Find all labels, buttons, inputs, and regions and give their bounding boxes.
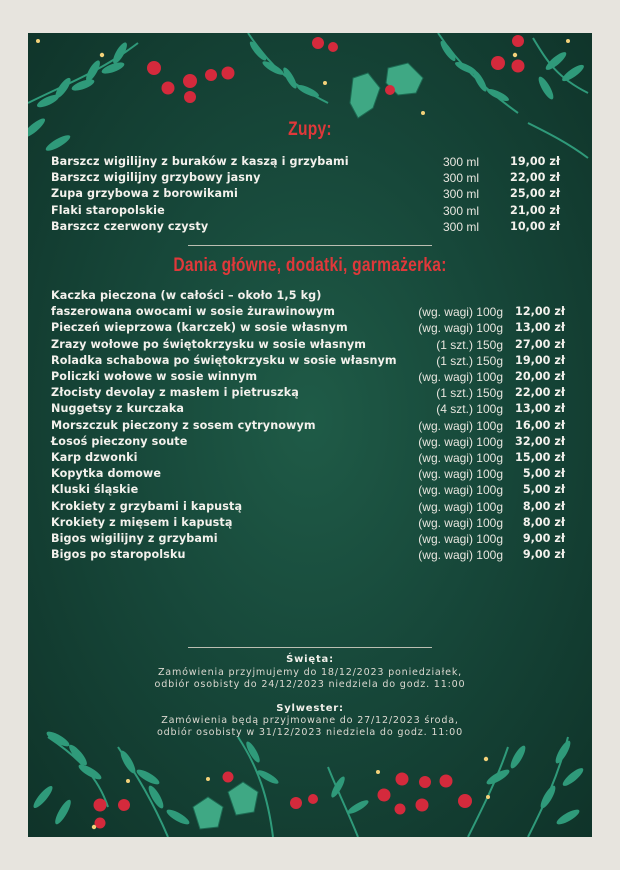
menu-item-price: 12,00 zł [515, 305, 565, 319]
menu-item-quantity: (4 szt.) 100g [436, 402, 503, 417]
menu-item-price: 15,00 zł [515, 451, 565, 464]
menu-row [28, 435, 592, 451]
menu-item-name: faszerowana owocami w sosie żurawinowym [51, 305, 336, 319]
menu-item-name: Nuggetsy z kurczaka [51, 402, 185, 416]
new-year-pickup-line: odbiór osobisty w 31/12/2023 niedziela do godz. 11:00 [157, 727, 463, 738]
menu-row [28, 220, 592, 236]
menu-item-price: 22,00 zł [515, 386, 565, 400]
menu-item-name: Bigos po staropolsku [51, 548, 186, 562]
bottom-holly-decoration-icon [28, 697, 592, 837]
menu-item-quantity: (wg. wagi) 100g [418, 515, 503, 530]
menu-item-name: Zrazy wołowe po świętokrzysku w sosie własnym [51, 337, 366, 351]
new-year-heading: Sylwester: [276, 703, 344, 714]
menu-item-quantity: 300 ml [442, 219, 479, 234]
section-divider [188, 245, 432, 246]
holidays-order-line: Zamówienia przyjmujemy do 18/12/2023 poniedziałek, [157, 667, 463, 678]
menu-item-price: 5,00 zł [522, 467, 565, 481]
menu-row [28, 467, 592, 483]
menu-item-quantity: (wg. wagi) 100g [418, 499, 503, 514]
menu-row [28, 419, 592, 435]
menu-row [28, 354, 592, 370]
menu-item-quantity: 300 ml [442, 155, 479, 169]
menu-item-quantity: (wg. wagi) 100g [418, 467, 503, 482]
menu-row [28, 516, 592, 532]
menu-item-quantity: (wg. wagi) 100g [418, 548, 503, 563]
menu-item-name: Pieczeń wieprzowa (karczek) w sosie własnym [51, 321, 348, 335]
menu-item-quantity: (wg. wagi) 100g [418, 305, 503, 320]
menu-item-price: 16,00 zł [515, 418, 565, 432]
menu-item-quantity: (wg. wagi) 100g [418, 321, 503, 336]
menu-item-price: 20,00 zł [515, 370, 565, 383]
menu-item-price: 5,00 zł [522, 483, 565, 497]
menu-item-quantity: (wg. wagi) 100g [418, 532, 503, 546]
menu-row [28, 155, 592, 171]
menu-item-price: 9,00 zł [522, 532, 565, 545]
menu-item-name: Barszcz wigilijny z buraków z kaszą i grzybami [51, 155, 349, 168]
menu-item-price: 27,00 zł [515, 337, 565, 351]
menu-row [28, 500, 592, 516]
menu-row [28, 187, 592, 203]
menu-item-quantity: (1 szt.) 150g [436, 353, 503, 368]
menu-item-name: Barszcz wigilijny grzybowy jasny [51, 171, 261, 185]
menu-item-quantity: (wg. wagi) 100g [418, 483, 503, 498]
menu-item-name: Krokiety z grzybami i kapustą [51, 499, 243, 513]
menu-item-quantity: 300 ml [442, 171, 479, 186]
menu-item-name: Łosoś pieczony soute [51, 434, 188, 448]
top-holly-decoration-icon [28, 33, 592, 163]
menu-row [28, 370, 592, 386]
menu-row [28, 402, 592, 418]
menu-item-name: Bigos wigilijny z grzybami [51, 532, 218, 545]
holidays-pickup-line: odbiór osobisty do 24/12/2023 niedziela do godz. 11:00 [154, 679, 466, 690]
menu-item-name: Złocisty devolay z masłem i pietruszką [51, 386, 299, 400]
menu-item-price: 32,00 zł [515, 434, 565, 448]
menu-row [28, 338, 592, 354]
menu-item-price: 19,00 zł [515, 353, 565, 367]
menu-row [28, 305, 592, 321]
menu-item-quantity: (1 szt.) 150g [436, 337, 503, 352]
menu-row [28, 171, 592, 187]
menu-item-price: 13,00 zł [515, 402, 565, 416]
menu-item-name: Kopytka domowe [51, 467, 162, 481]
menu-item-name: Policzki wołowe w sosie winnym [51, 370, 258, 383]
menu-item-quantity: (wg. wagi) 100g [418, 370, 503, 384]
menu-item-quantity: 300 ml [442, 187, 479, 202]
menu-item-price: 10,00 zł [510, 219, 560, 233]
new-year-order-line: Zamówienia będą przyjmowane do 27/12/2023 środa, [161, 715, 459, 726]
menu-item-quantity: (wg. wagi) 100g [418, 451, 503, 465]
mains-section-title: Dania główne, dodatki, garmażerka: [173, 255, 447, 276]
menu-row [28, 289, 592, 305]
menu-item-name: Roladka schabowa po świętokrzysku w sosie własnym [51, 353, 397, 367]
menu-item-price: 8,00 zł [522, 499, 565, 513]
menu-row [28, 204, 592, 220]
soups-section-title: Zupy: [288, 119, 332, 140]
menu-item-price: 9,00 zł [522, 548, 565, 562]
menu-item-quantity: 300 ml [442, 203, 479, 218]
menu-item-price: 19,00 zł [510, 155, 560, 168]
menu-item-name: Flaki staropolskie [51, 203, 165, 217]
menu-item-price: 22,00 zł [510, 171, 560, 185]
menu-item-price: 8,00 zł [522, 515, 565, 529]
info-divider [188, 647, 432, 648]
menu-item-quantity: (wg. wagi) 100g [418, 418, 503, 433]
menu-row [28, 451, 592, 467]
menu-row [28, 483, 592, 499]
holidays-heading: Święta: [286, 654, 334, 665]
menu-row [28, 548, 592, 564]
menu-item-name: Kluski śląskie [51, 483, 139, 497]
menu-row [28, 321, 592, 337]
menu-row [28, 386, 592, 402]
menu-item-price: 21,00 zł [510, 203, 560, 217]
menu-item-name: Morszczuk pieczony z sosem cytrynowym [51, 418, 316, 432]
menu-item-name: Barszcz czerwony czysty [51, 219, 209, 233]
menu-item-name: Krokiety z mięsem i kapustą [51, 515, 233, 529]
menu-row [28, 532, 592, 548]
menu-card [28, 33, 592, 837]
menu-item-name: Kaczka pieczona (w całości – około 1,5 kg) [51, 289, 322, 302]
menu-item-name: Karp dzwonki [51, 451, 138, 464]
menu-item-name: Zupa grzybowa z borowikami [51, 187, 238, 201]
menu-item-quantity: (1 szt.) 150g [436, 386, 503, 401]
menu-item-price: 25,00 zł [510, 187, 560, 201]
menu-item-price: 13,00 zł [515, 321, 565, 335]
menu-item-quantity: (wg. wagi) 100g [418, 434, 503, 449]
